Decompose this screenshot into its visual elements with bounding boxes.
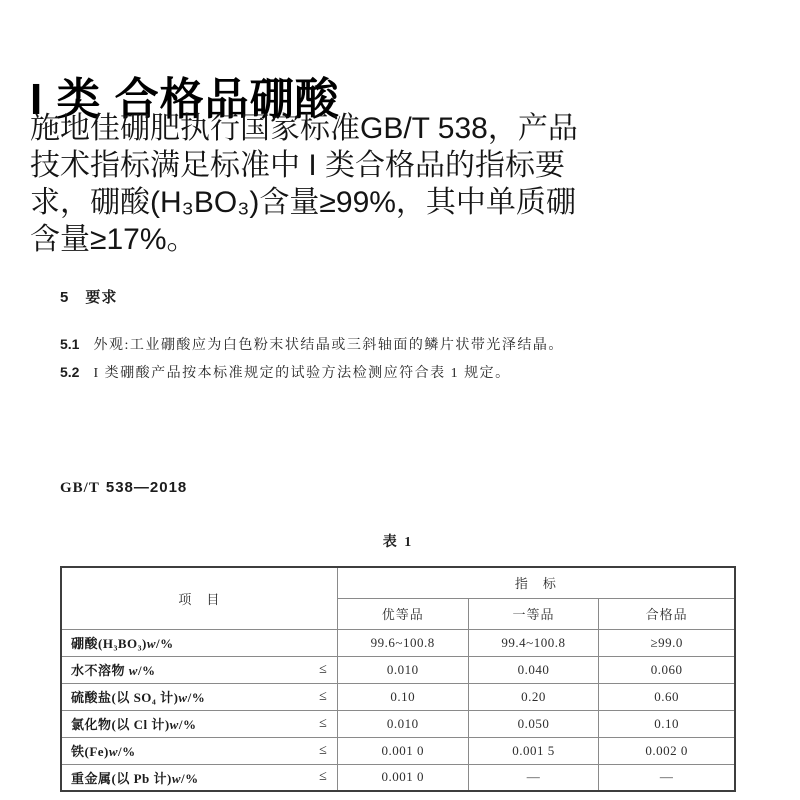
item-cell — [61, 656, 337, 683]
unit-suffix: /% — [156, 636, 174, 651]
section-title: 要求 — [85, 289, 118, 306]
item-label: 氯化物(以 Cl 计)w/% — [71, 717, 197, 732]
section-heading — [60, 286, 117, 307]
item-cell — [61, 764, 337, 791]
unit-suffix: /% — [118, 744, 136, 759]
section-number: 5 — [60, 289, 70, 306]
clause-number: 5.2 — [60, 364, 80, 380]
spec-value: 0.001 0 — [337, 737, 468, 764]
spec-value: — — [468, 764, 599, 791]
clause-text: I 类硼酸产品按本标准规定的试验方法检测应符合表 1 规定。 — [93, 366, 511, 381]
item-cell — [61, 629, 337, 656]
table-header-row — [61, 567, 735, 598]
table-row — [61, 683, 735, 710]
spec-value: 0.010 — [337, 656, 468, 683]
page-title: I 类 合格品硼酸 — [30, 75, 340, 125]
table-row — [61, 764, 735, 791]
w-symbol: w — [108, 744, 119, 759]
col-header-index: 指 标 — [337, 567, 735, 598]
clause-5-2 — [60, 362, 511, 382]
unit-suffix: /% — [178, 717, 197, 732]
item-cell — [61, 737, 337, 764]
clause-text: 外观:工业硼酸应为白色粉末状结晶或三斜轴面的鳞片状带光泽结晶。 — [93, 338, 564, 353]
col-header-item: 项 目 — [61, 567, 337, 629]
col-header-grade-first: 一等品 — [468, 598, 599, 629]
standard-reference — [60, 479, 187, 497]
spec-value: ≥99.0 — [599, 629, 735, 656]
description-line: 技术指标满足标准中 I 类合格品的指标要 — [30, 149, 566, 182]
spec-value: 0.10 — [337, 683, 468, 710]
unit-suffix: /% — [181, 770, 199, 786]
w-symbol: w — [178, 690, 188, 705]
item-label: 水不溶物 w/% — [71, 663, 156, 678]
table-row — [61, 710, 735, 737]
spec-value: 0.10 — [599, 710, 735, 737]
spec-table — [60, 566, 736, 792]
w-symbol: w — [169, 717, 179, 732]
item-cell — [61, 683, 337, 710]
w-symbol: w — [146, 636, 157, 651]
item-label: 硫酸盐(以 SO₄ 计)w/% — [71, 690, 206, 705]
limit-symbol: ≤ — [319, 769, 327, 785]
spec-value: 0.60 — [599, 683, 735, 710]
limit-symbol: ≤ — [319, 742, 327, 758]
spec-value: 99.4~100.8 — [468, 629, 599, 656]
table-row — [61, 656, 735, 683]
description-line: 施地佳硼肥执行国家标准GB/T 538，产品 — [30, 112, 578, 145]
spec-value: 0.20 — [468, 683, 599, 710]
clause-5-1 — [60, 334, 564, 354]
w-symbol: w — [171, 770, 182, 786]
table-row — [61, 737, 735, 764]
spec-value: 0.040 — [468, 656, 599, 683]
spec-value: 99.6~100.8 — [337, 629, 468, 656]
standard-number: 538—2018 — [105, 479, 188, 496]
col-header-grade-qualified: 合格品 — [599, 598, 735, 629]
description-line: 求，硼酸(H₃BO₃)含量≥99%，其中单质硼 — [30, 186, 576, 219]
standard-prefix: GB/T — [60, 480, 100, 496]
limit-symbol: ≤ — [319, 661, 327, 677]
table-caption: 表 1 — [382, 535, 414, 550]
spec-value: 0.001 5 — [468, 737, 599, 764]
limit-symbol: ≤ — [319, 688, 327, 704]
item-label: 铁(Fe)w/% — [71, 744, 136, 759]
col-header-grade-premium: 优等品 — [337, 598, 468, 629]
unit-suffix: /% — [187, 690, 206, 705]
product-description — [30, 110, 578, 258]
item-label: 重金属(以 Pb 计)w/% — [71, 770, 199, 786]
spec-value: 0.002 0 — [599, 737, 735, 764]
spec-value: — — [599, 764, 735, 791]
spec-value: 0.050 — [468, 710, 599, 737]
table-row — [61, 629, 735, 656]
unit-suffix: /% — [137, 663, 156, 678]
item-label: 硼酸(H₃BO₃)w/% — [71, 636, 174, 651]
description-line: 含量≥17%。 — [30, 223, 197, 256]
spec-value: 0.001 0 — [337, 764, 468, 791]
clause-number: 5.1 — [60, 336, 80, 352]
limit-symbol: ≤ — [319, 715, 327, 731]
spec-value: 0.010 — [337, 710, 468, 737]
spec-value: 0.060 — [599, 656, 735, 683]
item-cell — [61, 710, 337, 737]
w-symbol: w — [128, 663, 138, 678]
